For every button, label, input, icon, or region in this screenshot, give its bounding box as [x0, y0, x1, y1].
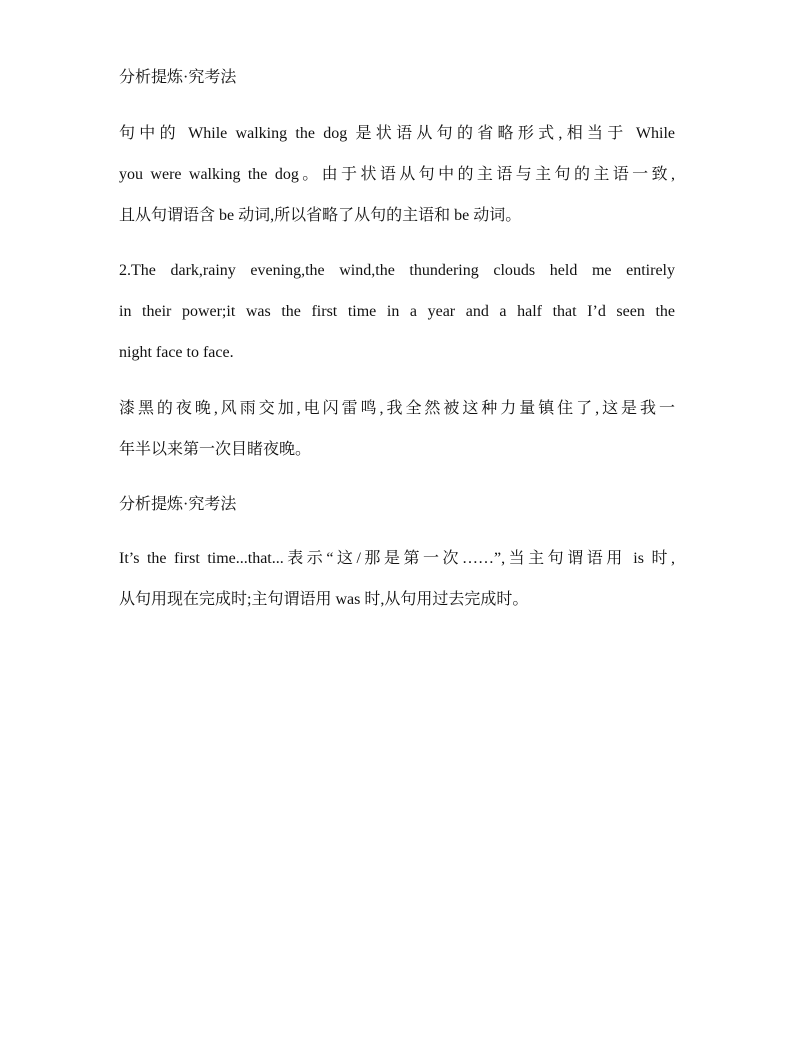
explanation-paragraph-1 [119, 113, 675, 236]
section-heading-analysis-2 [119, 484, 675, 525]
translation-2-line-1: 漆黑的夜晚,风雨交加,电闪雷鸣,我全然被这种力量镇住了,这是我一 [119, 400, 675, 417]
heading-text: 分析提炼·究考法 [119, 69, 237, 86]
explanation-1-line-1: 句中的 While walking the dog 是状语从句的省略形式,相当于 While [119, 125, 675, 142]
explanation-1-line-2: you were walking the dog。由于状语从句中的主语与主句的主语一致, [119, 166, 675, 183]
heading-text: 分析提炼·究考法 [119, 496, 237, 513]
explanation-1-line-3: 且从句谓语含 be 动词,所以省略了从句的主语和 be 动词。 [119, 207, 522, 224]
example-2-line-2: in their power;it was the first time in a year and a half that I’d seen the [119, 303, 675, 320]
translation-paragraph-2 [119, 388, 675, 470]
explanation-2-line-2: 从句用现在完成时;主句谓语用 was 时,从句用过去完成时。 [119, 591, 529, 608]
example-sentence-2 [119, 250, 675, 373]
section-heading-analysis-1 [119, 57, 675, 98]
example-2-line-1: 2.The dark,rainy evening,the wind,the thundering clouds held me entirely [119, 262, 675, 279]
explanation-paragraph-2 [119, 538, 675, 620]
explanation-2-line-1: It’s the first time...that...表示“这/那是第一次……”,当主句谓语用 is 时, [119, 550, 675, 567]
example-2-line-3: night face to face. [119, 344, 234, 361]
translation-2-line-2: 年半以来第一次目睹夜晚。 [119, 441, 312, 458]
